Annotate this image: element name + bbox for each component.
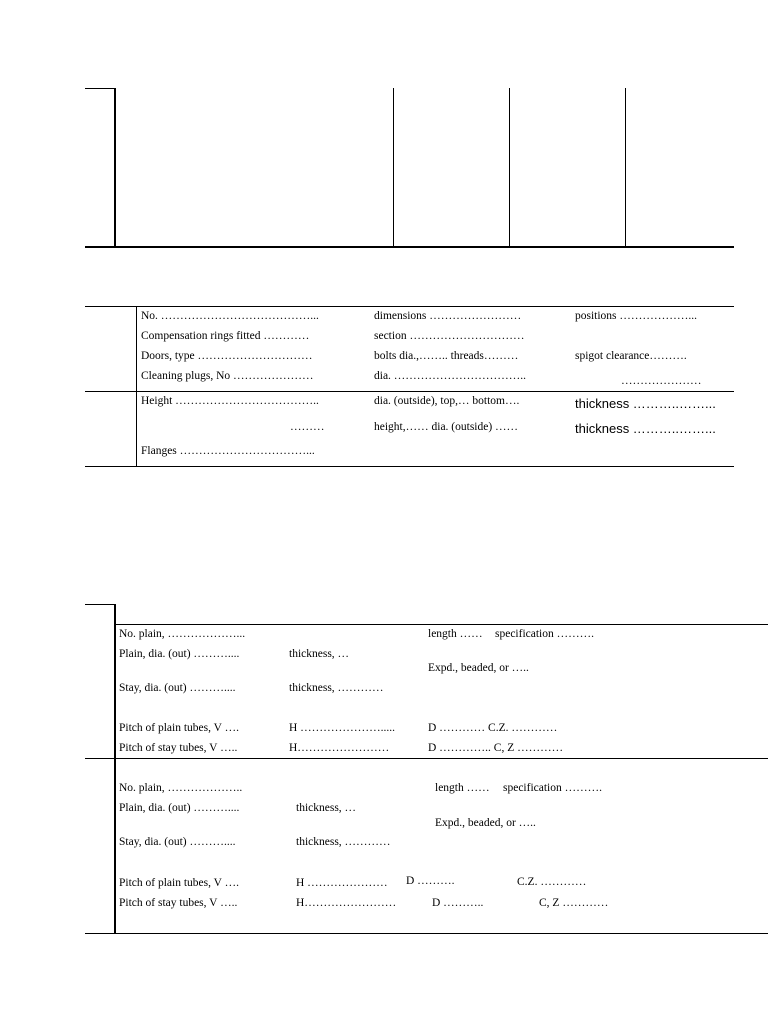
- b-positions-field: positions ………………...: [575, 310, 698, 322]
- d-h-field-1: H …………………: [296, 877, 388, 889]
- d-length-field: length ……: [435, 782, 490, 794]
- section-c-left-rule: [114, 604, 116, 934]
- c-stay-dia-field: Stay, dia. (out) ………....: [119, 682, 236, 694]
- c-length-field: length ……: [428, 628, 483, 640]
- d-pitch-plain-field: Pitch of plain tubes, V ….: [119, 877, 240, 889]
- frame-a-col-rule-1: [393, 88, 394, 248]
- b-dimensions-field: dimensions ……………………: [374, 310, 522, 322]
- c-expd-field: Expd., beaded, or …..: [428, 662, 529, 674]
- c-d-cz-field-1: D ………… C.Z. …………: [428, 722, 558, 734]
- d-d-field-2: D ………..: [432, 897, 484, 909]
- d-specification-field: specification ……….: [503, 782, 603, 794]
- c-no-plain-field: No. plain, ………………...: [119, 628, 246, 640]
- c-pitch-plain-field: Pitch of plain tubes, V ….: [119, 722, 240, 734]
- c-pitch-stay-field: Pitch of stay tubes, V …..: [119, 742, 238, 754]
- frame-a-bottom-rule: [85, 246, 734, 248]
- b-dots-field: ………: [290, 421, 325, 433]
- b-thickness-field-1: thickness ………..……...: [575, 396, 716, 411]
- frame-a-top-stub: [85, 88, 115, 89]
- section-c-top-stub: [85, 604, 115, 605]
- b-thickness-field-2: thickness ………..……...: [575, 421, 716, 436]
- section-b-mid-rule: [85, 391, 734, 392]
- c-specification-field: specification ……….: [495, 628, 595, 640]
- b-spigot-clearance-field: spigot clearance……….: [575, 350, 687, 362]
- d-stay-dia-field: Stay, dia. (out) ………....: [119, 836, 236, 848]
- b-compensation-rings-field: Compensation rings fitted …………: [141, 330, 310, 342]
- d-plain-dia-field: Plain, dia. (out) ………....: [119, 802, 240, 814]
- b-cleaning-plugs-field: Cleaning plugs, No …………………: [141, 370, 314, 382]
- section-c-top-rule: [114, 624, 768, 625]
- b-doors-type-field: Doors, type …………………………: [141, 350, 313, 362]
- b-section-field: section …………………………: [374, 330, 525, 342]
- b-bolts-field: bolts dia.,…….. threads………: [374, 350, 519, 362]
- d-h-field-2: H……………………: [296, 897, 397, 909]
- d-no-plain-field: No. plain, ………………..: [119, 782, 243, 794]
- c-thickness-field-2: thickness, …………: [289, 682, 384, 694]
- frame-a-left-rule: [114, 88, 116, 248]
- section-c-divider-rule: [85, 758, 768, 759]
- d-expd-field: Expd., beaded, or …..: [435, 817, 536, 829]
- d-d-field-1: D ……….: [406, 875, 455, 887]
- b-height-field: Height ………………………………..: [141, 395, 319, 407]
- b-extra-dots: …………………: [621, 375, 702, 387]
- c-h-field-1: H ………………….....: [289, 722, 396, 734]
- section-b-top-rule: [85, 306, 734, 307]
- section-b-label-rule: [136, 306, 137, 467]
- c-plain-dia-field: Plain, dia. (out) ………....: [119, 648, 240, 660]
- b-flanges-field: Flanges ……………………………...: [141, 445, 315, 457]
- d-thickness-field-1: thickness, …: [296, 802, 357, 814]
- b-dia-outside-field: dia. (outside), top,… bottom….: [374, 395, 520, 407]
- section-d-bottom-rule: [85, 933, 768, 934]
- b-dia-field: dia. ……………………………..: [374, 370, 527, 382]
- d-cz-field-2: C, Z …………: [539, 897, 609, 909]
- c-h-field-2: H……………………: [289, 742, 390, 754]
- c-thickness-field-1: thickness, …: [289, 648, 350, 660]
- section-b-bottom-rule: [85, 466, 734, 467]
- c-d-cz-field-2: D ………….. C, Z …………: [428, 742, 564, 754]
- b-no-field: No. …………………………………...: [141, 310, 319, 322]
- d-thickness-field-2: thickness, …………: [296, 836, 391, 848]
- d-cz-field-1: C.Z. …………: [517, 876, 587, 888]
- frame-a-col-rule-2: [509, 88, 510, 248]
- frame-a-col-rule-3: [625, 88, 626, 248]
- d-pitch-stay-field: Pitch of stay tubes, V …..: [119, 897, 238, 909]
- b-height-dia-field: height,…… dia. (outside) ……: [374, 421, 519, 433]
